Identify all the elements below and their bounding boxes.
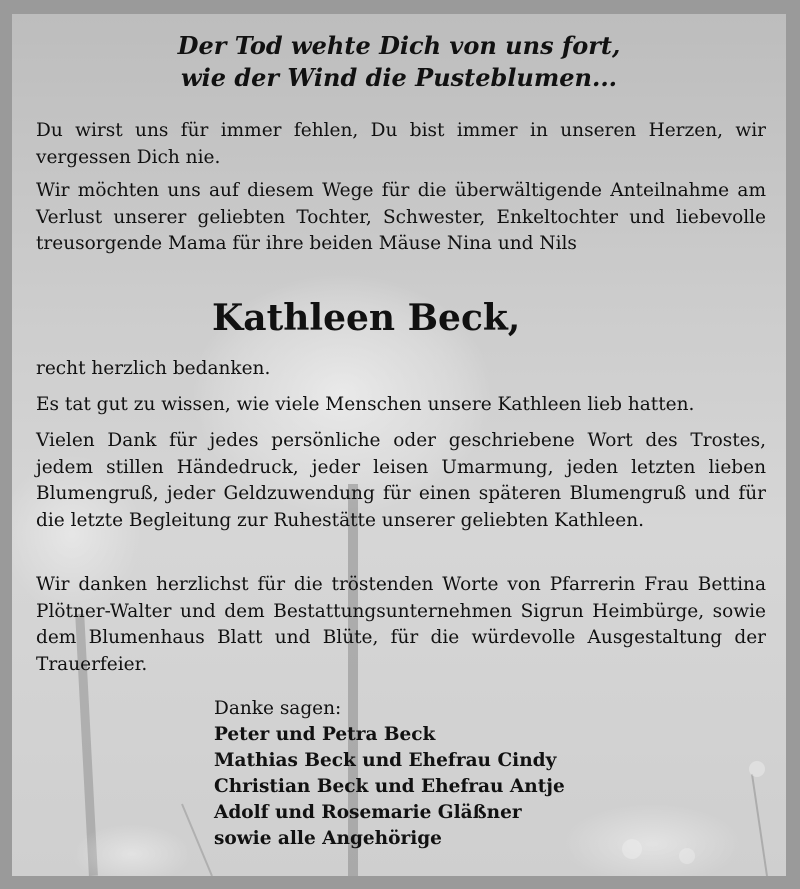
paragraph-loved: Es tat gut zu wissen, wie viele Menschen unsere Kathleen lieb hatten. bbox=[36, 394, 695, 415]
signoff-name: Mathias Beck und Ehefrau Cindy bbox=[214, 750, 557, 771]
obituary-text bbox=[12, 14, 786, 876]
paragraph-ceremony: Wir danken herzlichst für die tröstenden Worte von Pfarrerin Frau Bettina Plötner-Walter und dem Bestattungsunternehmen Sigrun Heimbürge, sowie dem Blumenhaus Blatt und Blüte, für die würdevolle Ausgestaltung der Trauerfeier. bbox=[36, 574, 766, 675]
deceased-name: Kathleen Beck, bbox=[212, 297, 521, 339]
paragraph-missing: Du wirst uns für immer fehlen, Du bist immer in unseren Herzen, wir vergessen Dich nie. bbox=[36, 120, 766, 168]
motto-line-1: Der Tod wehte Dich von uns fort, bbox=[177, 31, 621, 60]
signoff-name: Christian Beck und Ehefrau Antje bbox=[214, 776, 565, 797]
signoff-name: sowie alle Angehörige bbox=[214, 828, 442, 849]
signoff-block bbox=[214, 696, 565, 852]
obituary-card bbox=[12, 14, 786, 876]
paragraph-condolences: Vielen Dank für jedes persönliche oder geschriebene Wort des Trostes, jedem stillen Händedruck, jeder leisen Umarmung, jeden letzten lieben Blumengruß, jeder Geldzuwendung für einen späteren Blumengruß und für die letzte Begleitung zur Ruhestätte unserer geliebten Kathleen. bbox=[36, 430, 766, 531]
signoff-lead: Danke sagen: bbox=[214, 698, 342, 719]
motto-line-2: wie der Wind die Pusteblumen... bbox=[180, 63, 618, 92]
motto-heading bbox=[12, 30, 786, 94]
signoff-name: Peter und Petra Beck bbox=[214, 724, 436, 745]
paragraph-thanks: recht herzlich bedanken. bbox=[36, 358, 271, 379]
signoff-name: Adolf und Rosemarie Gläßner bbox=[214, 802, 522, 823]
paragraph-gratitude: Wir möchten uns auf diesem Wege für die überwältigende Anteilnahme am Verlust unserer geliebten Tochter, Schwester, Enkeltochter und liebevolle treusorgende Mama für ihre beiden Mäuse Nina und Nils bbox=[36, 180, 766, 254]
